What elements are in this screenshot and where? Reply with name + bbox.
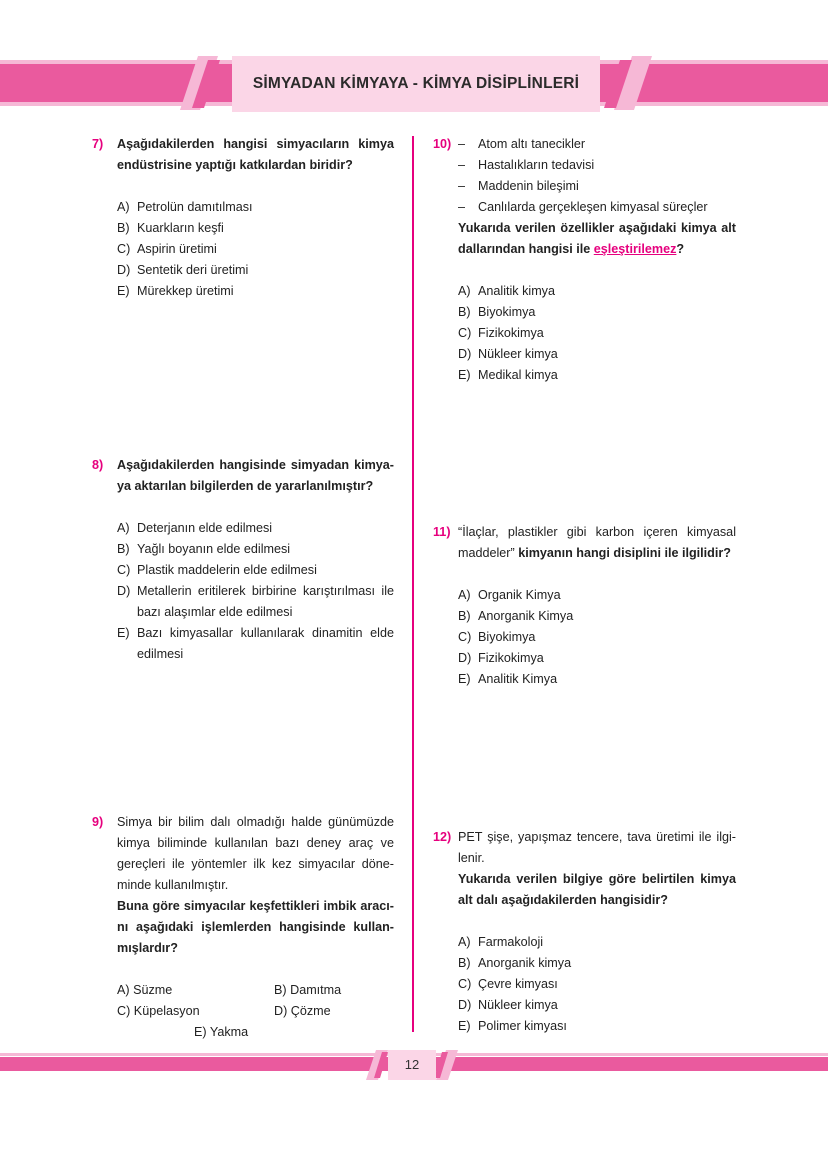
question-number: 10)	[433, 137, 452, 151]
option-e[interactable]: E) Polimer kimyası	[458, 1019, 567, 1033]
question-number: 11)	[433, 525, 451, 539]
option-c[interactable]: C) Plastik maddelerin elde edilmesi	[117, 563, 317, 577]
option-a[interactable]: A) Deterjanın elde edilmesi	[117, 521, 273, 535]
option-b[interactable]: B) Yağlı boyanın elde edilmesi	[117, 542, 291, 556]
question-7	[92, 134, 394, 302]
option-b[interactable]: B) Anorganik Kimya	[458, 609, 574, 623]
question-stem: Buna göre simyacılar keşfettikleri imbik aracı-nı aşağıdaki işlemlerden hangisinde kullan-mışlardır?	[117, 899, 394, 955]
option-d[interactable]: D) Sentetik deri üretimi	[117, 263, 249, 277]
option-a[interactable]: A) Organik Kimya	[458, 588, 561, 602]
question-number: 7)	[92, 137, 104, 151]
question-intro: PET şişe, yapışmaz tencere, tava üretimi ile ilgi-lenir.	[458, 830, 736, 865]
options-list	[117, 518, 394, 665]
question-10	[433, 134, 736, 386]
option-d[interactable]: D) Metallerin eritilerek birbirine karıştırılması ile bazı alaşımlar elde edilmesi	[117, 584, 394, 619]
option-a[interactable]: A) Süzme	[117, 983, 173, 997]
question-stem: Aşağıdakilerden hangisinde simyadan kimya-ya aktarılan bilgilerden de yararlanılmıştır?	[117, 458, 394, 493]
options-list	[458, 932, 736, 1037]
option-c[interactable]: C) Aspirin üretimi	[117, 242, 217, 256]
column-divider	[412, 136, 414, 1032]
question-number: 8)	[92, 458, 104, 472]
list-item: – Canlılarda gerçekleşen kimyasal süreçler	[458, 200, 708, 214]
question-stem: Aşağıdakilerden hangisi simyacıların kimya endüstrisine yaptığı katkılardan biridir?	[117, 137, 394, 172]
option-b[interactable]: B) Kuarkların keşfi	[117, 221, 224, 235]
question-stem: Yukarıda verilen bilgiye göre belirtilen kimya alt dalı aşağıdakilerden hangisidir?	[458, 872, 736, 907]
question-number: 9)	[92, 815, 104, 829]
option-d[interactable]: D) Fizikokimya	[458, 651, 544, 665]
option-c[interactable]: C) Fizikokimya	[458, 326, 544, 340]
options-list	[117, 197, 394, 302]
option-e[interactable]: E) Mürekkep üretimi	[117, 284, 234, 298]
list-item: – Hastalıkların tedavisi	[458, 158, 595, 172]
page-title: SİMYADAN KİMYAYA - KİMYA DİSİPLİNLERİ	[252, 75, 580, 92]
question-intro: Simya bir bilim dalı olmadığı halde günümüzde kimya biliminde kullanılan bazı deney araç ve gereçleri ile yöntemler ilk kez simyacılar döne-minde kullanılmıştır.	[117, 815, 394, 892]
option-c[interactable]: C) Çevre kimyası	[458, 977, 558, 991]
list-item: – Atom altı tanecikler	[458, 137, 586, 151]
page-number: 12	[404, 1057, 420, 1072]
negation-highlight: eşleştirilemez	[593, 242, 677, 256]
option-b[interactable]: B) Biyokimya	[458, 305, 536, 319]
question-stem: Yukarıda verilen özellikler aşağıdaki kimya alt dallarından hangisi ile eşleştirilemez?	[458, 221, 736, 256]
question-9	[92, 812, 394, 1043]
option-b[interactable]: B) Damıtma	[274, 983, 342, 997]
option-e[interactable]: E) Analitik Kimya	[458, 672, 558, 686]
option-b[interactable]: B) Anorganik kimya	[458, 956, 572, 970]
option-a[interactable]: A) Farmakoloji	[458, 935, 544, 949]
question-12	[433, 827, 736, 1037]
option-c[interactable]: C) Biyokimya	[458, 630, 536, 644]
option-e[interactable]: E) Medikal kimya	[458, 368, 558, 382]
option-e[interactable]: E) Yakma	[194, 1025, 249, 1039]
question-8	[92, 455, 394, 665]
question-11	[433, 522, 736, 690]
option-d[interactable]: D) Nükleer kimya	[458, 998, 558, 1012]
option-a[interactable]: A) Petrolün damıtılması	[117, 200, 253, 214]
options-list	[458, 281, 736, 386]
list-item: – Maddenin bileşimi	[458, 179, 579, 193]
options-list	[458, 585, 736, 690]
question-number: 12)	[433, 830, 452, 844]
question-stem: “İlaçlar, plastikler gibi karbon içeren kimyasal maddeler” kimyanın hangi disiplini ile ilgilidir?	[458, 525, 736, 560]
option-d[interactable]: D) Çözme	[274, 1004, 331, 1018]
option-a[interactable]: A) Analitik kimya	[458, 284, 555, 298]
option-c[interactable]: C) Küpelasyon	[117, 1004, 200, 1018]
option-d[interactable]: D) Nükleer kimya	[458, 347, 558, 361]
option-e[interactable]: E) Bazı kimyasallar kullanılarak dinamitin elde edilmesi	[117, 626, 394, 661]
options-list	[117, 980, 394, 1043]
